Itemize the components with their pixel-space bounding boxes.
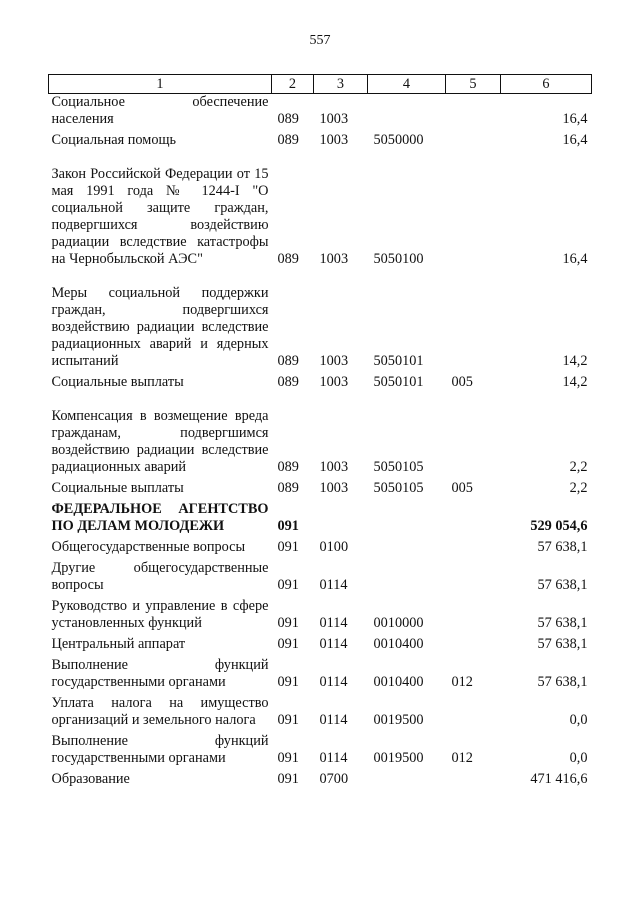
row-description: Закон Российской Федерации от 15 мая 1991 года № 1244-I "О социальной защите граждан, подвергшихся воздействию радиации вследствие катастрофы на Чернобыльской АЭС" <box>51 166 269 267</box>
code-cell: 091 <box>277 636 299 652</box>
code-cell <box>446 128 501 149</box>
header-cell: 6 <box>501 75 592 94</box>
row-description: Образование <box>51 771 130 787</box>
table-row <box>49 128 592 149</box>
code-cell: 091 <box>277 750 299 766</box>
code-cell: 091 <box>277 771 299 787</box>
code-cell: 1003 <box>319 459 349 475</box>
amount-cell: 14,2 <box>562 353 588 369</box>
code-cell: 091 <box>277 712 299 728</box>
table-row <box>49 767 592 788</box>
code-cell: 5050101 <box>373 353 424 369</box>
code-cell <box>446 94 501 129</box>
code-cell <box>446 632 501 653</box>
row-description: Выполнение функций государственными органами <box>51 733 269 766</box>
code-cell: 5050105 <box>373 480 424 496</box>
code-cell: 091 <box>277 577 299 593</box>
code-cell: 5050000 <box>373 132 424 148</box>
code-cell: 1003 <box>319 353 349 369</box>
row-description: ФЕДЕРАЛЬНОЕ АГЕНТСТВО ПО ДЕЛАМ МОЛОДЕЖИ <box>51 501 269 534</box>
header-cell: 4 <box>368 75 446 94</box>
table-row <box>49 391 592 476</box>
code-cell: 005 <box>451 374 473 390</box>
code-cell <box>368 556 446 594</box>
table-row <box>49 653 592 691</box>
amount-cell: 0,0 <box>569 712 588 728</box>
code-cell: 0114 <box>319 674 348 690</box>
code-cell <box>446 767 501 788</box>
code-cell: 089 <box>277 353 299 369</box>
code-cell: 0010400 <box>373 636 424 652</box>
amount-cell: 16,4 <box>562 111 588 127</box>
code-cell: 0114 <box>319 750 348 766</box>
table-row <box>49 535 592 556</box>
code-cell: 5050100 <box>373 251 424 267</box>
code-cell: 091 <box>277 539 299 555</box>
code-cell: 0010000 <box>373 615 424 631</box>
page-number: 557 <box>309 33 331 48</box>
row-description: Меры социальной поддержки граждан, подвергшихся воздействию радиации вследствие радиационных аварий и ядерных испытаний <box>51 285 269 369</box>
table-row <box>49 370 592 391</box>
amount-cell: 2,2 <box>569 459 588 475</box>
code-cell: 1003 <box>319 132 349 148</box>
code-cell: 012 <box>451 674 473 690</box>
code-cell: 0019500 <box>373 712 424 728</box>
code-cell: 089 <box>277 132 299 148</box>
code-cell <box>446 497 501 535</box>
code-cell <box>368 767 446 788</box>
amount-cell: 471 416,6 <box>530 771 588 787</box>
code-cell: 0114 <box>319 577 348 593</box>
table-row <box>49 268 592 370</box>
code-cell: 1003 <box>319 374 349 390</box>
amount-cell: 16,4 <box>562 251 588 267</box>
amount-cell: 57 638,1 <box>537 539 588 555</box>
code-cell: 0114 <box>319 636 348 652</box>
code-cell <box>368 497 446 535</box>
code-cell: 005 <box>451 480 473 496</box>
table-row <box>49 729 592 767</box>
code-cell: 091 <box>277 518 299 534</box>
code-cell: 1003 <box>319 480 349 496</box>
amount-cell: 16,4 <box>562 132 588 148</box>
code-cell <box>368 94 446 129</box>
code-cell: 0100 <box>319 539 349 555</box>
code-cell: 0019500 <box>373 750 424 766</box>
code-cell: 0700 <box>319 771 349 787</box>
code-cell <box>446 556 501 594</box>
amount-cell: 57 638,1 <box>537 615 588 631</box>
code-cell <box>446 268 501 370</box>
code-cell: 1003 <box>319 111 349 127</box>
code-cell: 091 <box>277 674 299 690</box>
row-description: Общегосударственные вопросы <box>51 539 246 555</box>
table-row <box>49 594 592 632</box>
code-cell: 089 <box>277 251 299 267</box>
table-row <box>49 691 592 729</box>
budget-table <box>48 74 592 788</box>
row-description: Социальное обеспечение населения <box>51 94 269 127</box>
header-cell: 1 <box>49 75 272 94</box>
row-description: Компенсация в возмещение вреда гражданам, подвергшимся воздействию радиации вследствие радиационных аварий <box>51 408 269 475</box>
row-description: Центральный аппарат <box>51 636 186 652</box>
code-cell: 5050105 <box>373 459 424 475</box>
amount-cell: 0,0 <box>569 750 588 766</box>
code-cell <box>446 149 501 268</box>
amount-cell: 529 054,6 <box>530 518 588 534</box>
code-cell <box>446 391 501 476</box>
code-cell: 091 <box>277 615 299 631</box>
code-cell: 089 <box>277 374 299 390</box>
amount-cell: 57 638,1 <box>537 674 588 690</box>
header-cell: 5 <box>446 75 501 94</box>
header-cell: 3 <box>314 75 368 94</box>
code-cell: 089 <box>277 480 299 496</box>
code-cell: 012 <box>451 750 473 766</box>
code-cell: 089 <box>277 459 299 475</box>
code-cell: 1003 <box>319 251 349 267</box>
code-cell: 0010400 <box>373 674 424 690</box>
code-cell <box>314 497 368 535</box>
amount-cell: 2,2 <box>569 480 588 496</box>
amount-cell: 14,2 <box>562 374 588 390</box>
header-cell: 2 <box>272 75 314 94</box>
row-description: Социальные выплаты <box>51 480 184 496</box>
table-row <box>49 632 592 653</box>
code-cell: 5050101 <box>373 374 424 390</box>
row-description: Социальные выплаты <box>51 374 184 390</box>
row-description: Уплата налога на имущество организаций и земельного налога <box>51 695 269 728</box>
code-cell: 089 <box>277 111 299 127</box>
header-row <box>49 75 592 94</box>
table-body <box>49 94 592 789</box>
row-description: Социальная помощь <box>51 132 177 148</box>
code-cell <box>446 691 501 729</box>
table-row <box>49 556 592 594</box>
code-cell <box>446 535 501 556</box>
table-row <box>49 497 592 535</box>
code-cell <box>368 535 446 556</box>
row-description: Выполнение функций государственными органами <box>51 657 269 690</box>
code-cell <box>446 594 501 632</box>
amount-cell: 57 638,1 <box>537 577 588 593</box>
row-description: Руководство и управление в сфере установленных функций <box>51 598 269 631</box>
table-row <box>49 149 592 268</box>
table-row <box>49 476 592 497</box>
code-cell: 0114 <box>319 615 348 631</box>
row-description: Другие общегосударственные вопросы <box>51 560 269 593</box>
amount-cell: 57 638,1 <box>537 636 588 652</box>
code-cell: 0114 <box>319 712 348 728</box>
table-row <box>49 94 592 129</box>
